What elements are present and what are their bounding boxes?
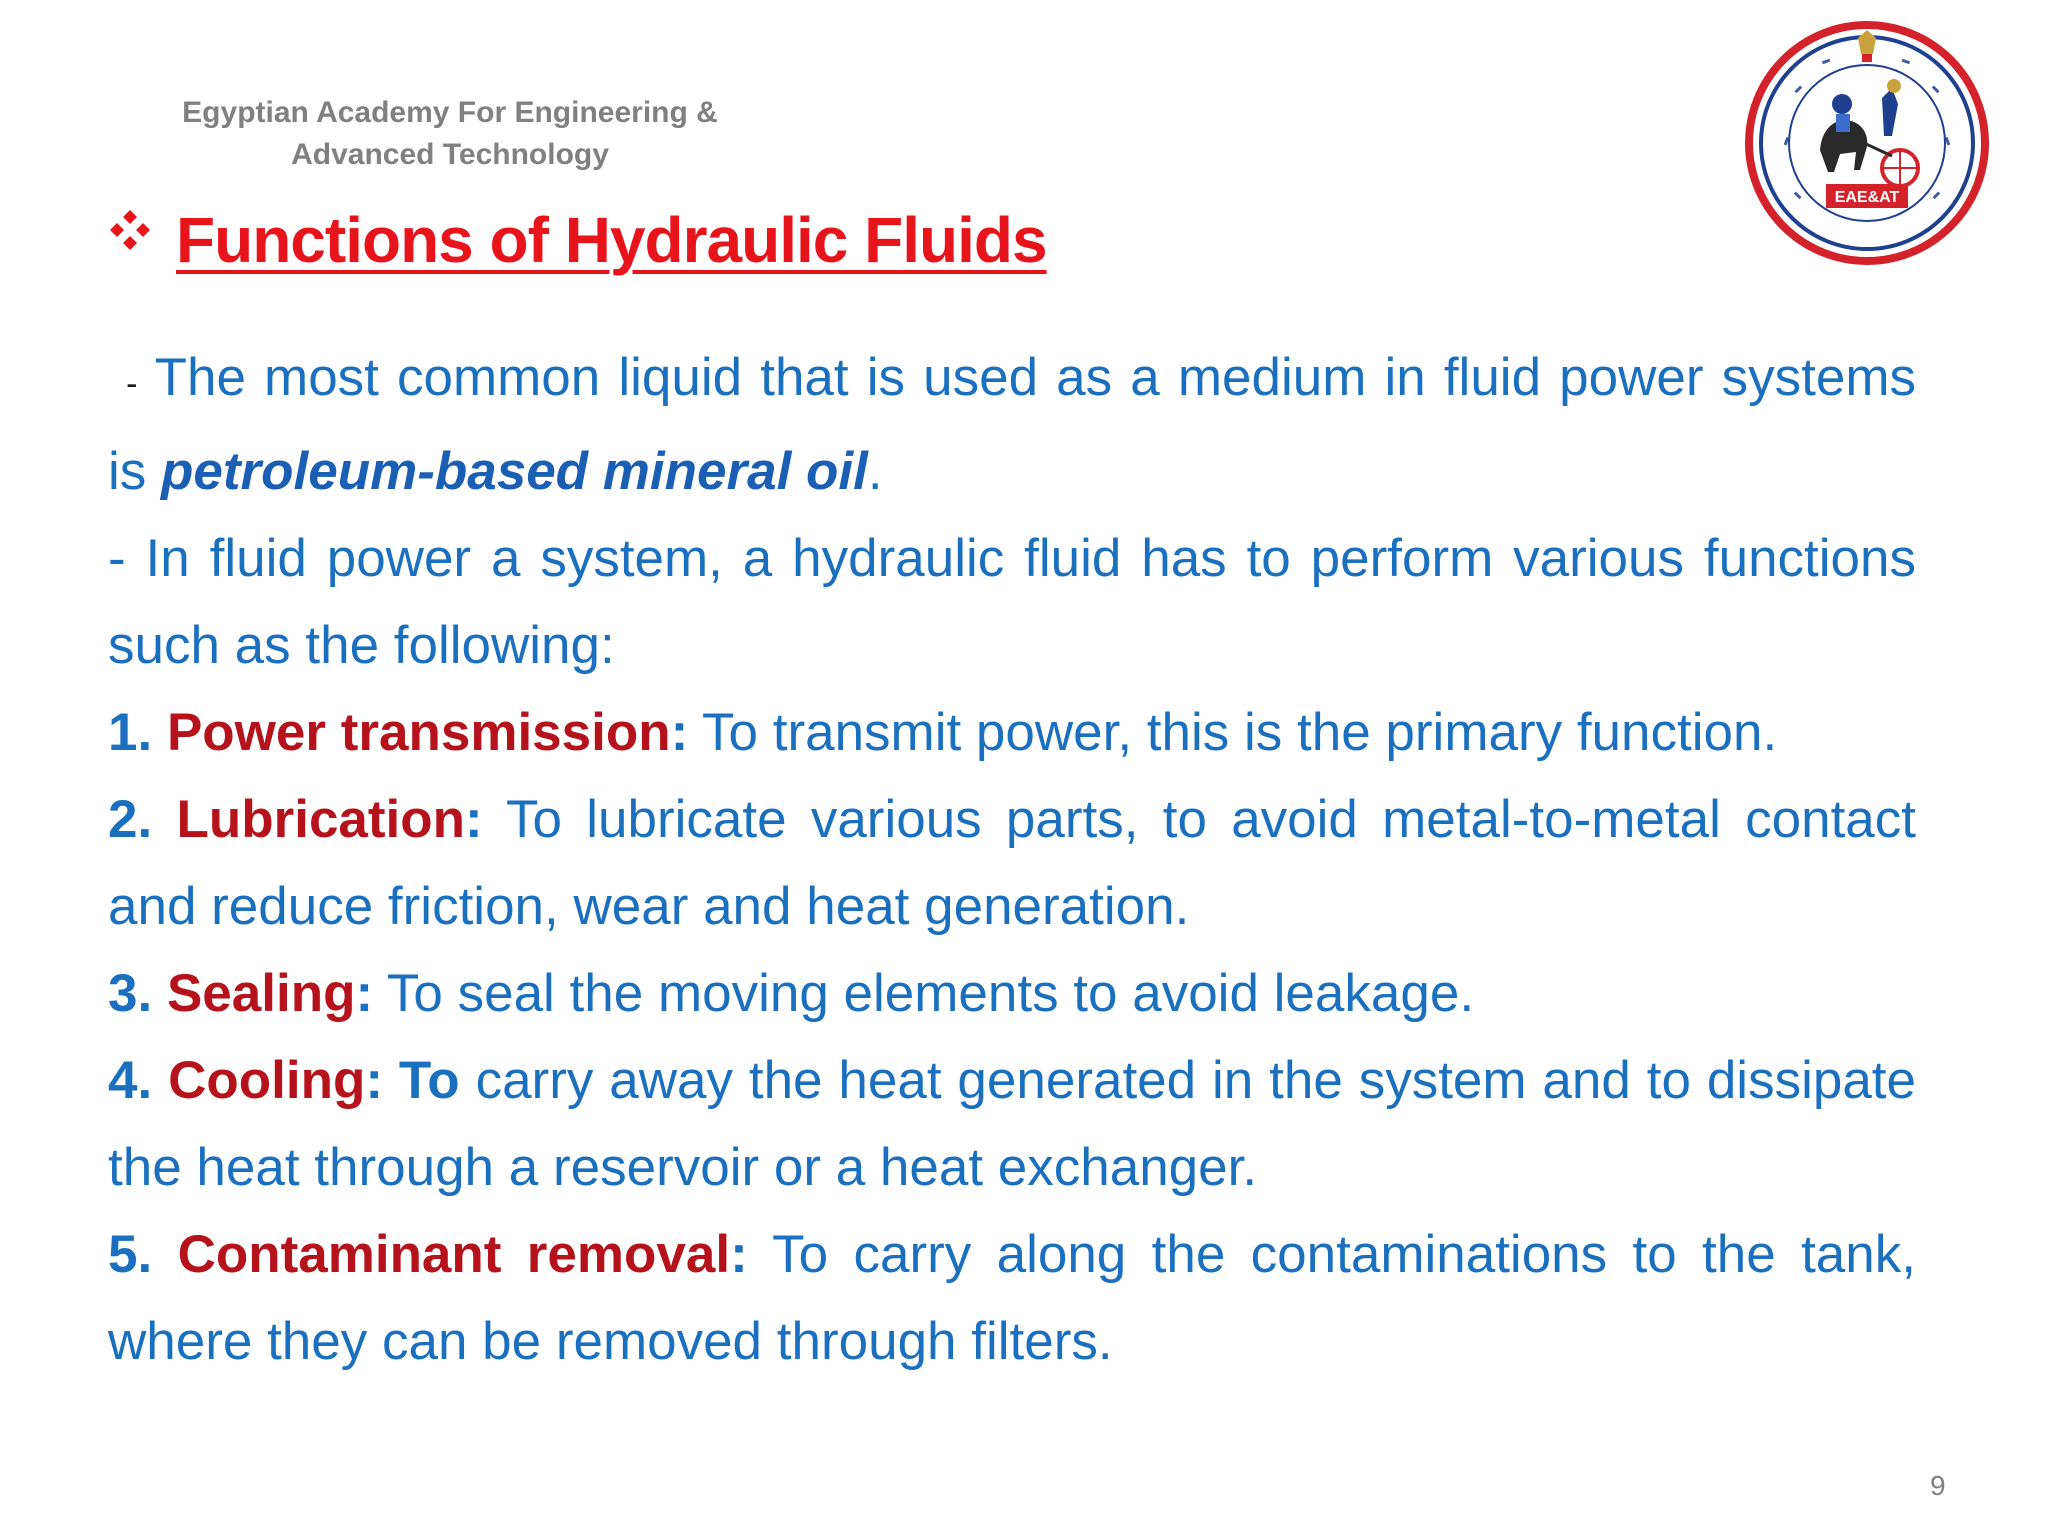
page-title: Functions of Hydraulic Fluids	[176, 204, 1047, 276]
intro-end: .	[867, 442, 883, 501]
item-text: To carry along the contaminations to the tank, where they can be removed through filters.	[108, 1225, 1916, 1371]
list-item	[108, 689, 1916, 776]
intro-text: The most common liquid that is used as a medium in fluid power systems is	[108, 348, 1916, 501]
item-term: Cooling	[168, 1051, 366, 1110]
item-term: Contaminant removal	[177, 1225, 731, 1284]
item-colon: :	[670, 703, 689, 762]
intro-dash: -	[126, 365, 138, 403]
item-term: Power transmission	[166, 703, 671, 762]
list-item	[108, 950, 1916, 1037]
item-colon: : To	[365, 1051, 460, 1110]
page-number: 9	[1930, 1470, 1946, 1501]
academy-name	[130, 92, 770, 176]
paragraph-functions-intro: - In fluid power a system, a hydraulic fluid has to perform various functions such as the following:	[108, 529, 1916, 675]
academy-seal-icon	[1742, 18, 1992, 268]
academy-name-line2: Advanced Technology	[291, 138, 609, 171]
item-colon: :	[465, 790, 483, 849]
item-number: 5.	[108, 1225, 153, 1284]
item-number: 2.	[108, 790, 153, 849]
item-term: Lubrication	[176, 790, 466, 849]
list-item	[108, 1211, 1916, 1385]
item-colon: :	[730, 1225, 748, 1284]
item-text: To seal the moving elements to avoid leakage.	[386, 964, 1475, 1023]
academy-name-line1: Egyptian Academy For Engineering &	[182, 96, 718, 129]
logo-label: EAE&AT	[1834, 189, 1900, 206]
item-text: To lubricate various parts, to avoid metal-to-metal contact and reduce friction, wear and heat generation.	[108, 790, 1916, 936]
item-text: To transmit power, this is the primary function.	[702, 703, 1778, 762]
list-item	[108, 776, 1916, 950]
item-colon: :	[355, 964, 374, 1023]
item-number: 3.	[108, 964, 153, 1023]
list-item	[108, 1037, 1916, 1211]
item-number: 4.	[108, 1051, 153, 1110]
intro-emphasis: petroleum-based mineral oil	[161, 442, 868, 501]
item-text: carry away the heat generated in the system and to dissipate the heat through a reservoir or a heat exchanger.	[108, 1051, 1916, 1197]
content-body	[108, 334, 1916, 1385]
item-term: Sealing	[166, 964, 356, 1023]
paragraph-intro	[108, 334, 1916, 515]
diamond-bullet-icon	[108, 208, 152, 252]
item-number: 1.	[108, 703, 153, 762]
